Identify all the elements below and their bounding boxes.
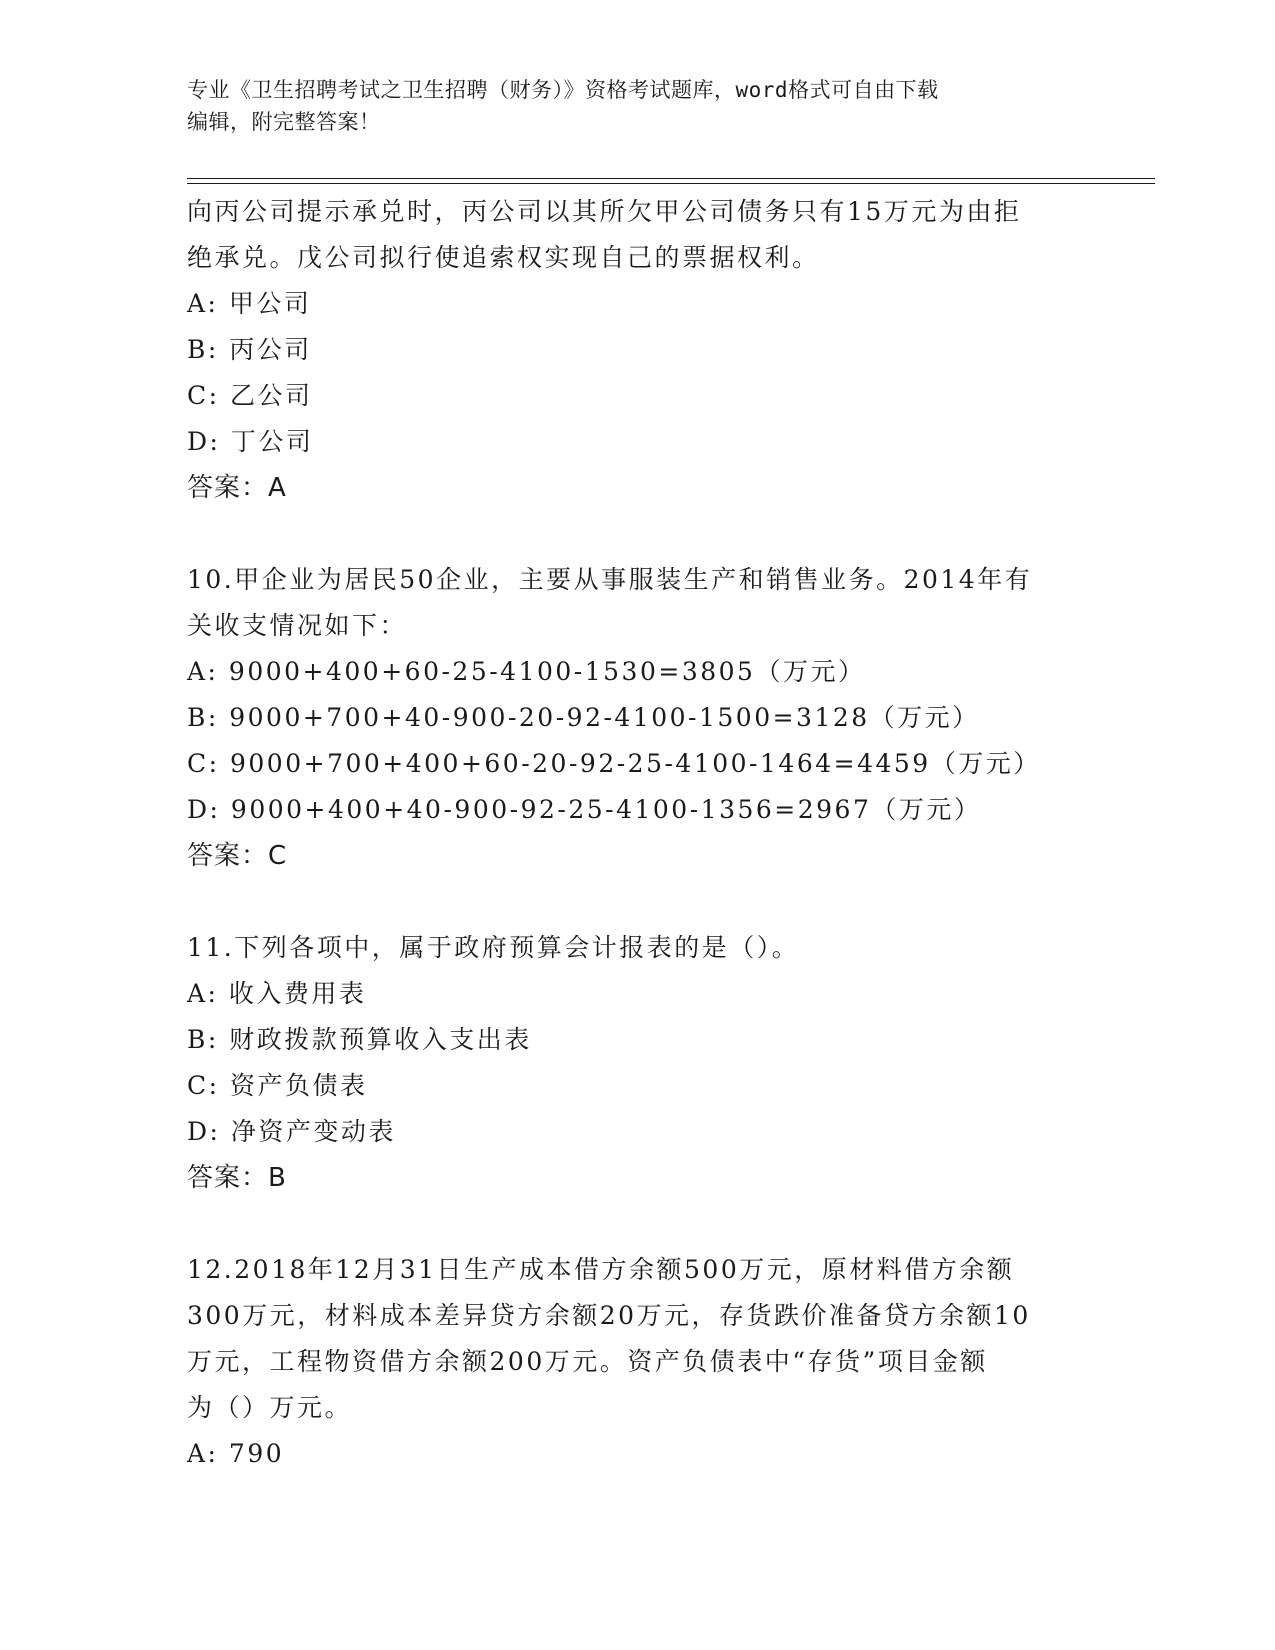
question-12 [187, 1247, 1087, 1477]
question-stem: 300万元，材料成本差异贷方余额20万元，存货跌价准备贷方余额10 [187, 1301, 1031, 1330]
question-stem: 10.甲企业为居民50企业，主要从事服装生产和销售业务。2014年有 [187, 565, 1033, 594]
question-stem: 12.2018年12月31日生产成本借方余额500万元，原材料借方余额 [187, 1255, 1015, 1284]
spacer [187, 511, 1087, 557]
question-stem: 万元，工程物资借方余额200万元。资产负债表中“存货”项目金额 [187, 1347, 988, 1376]
option-b: B: 丙公司 [187, 335, 312, 364]
option-a: A: 9000+400+60-25-4100-1530=3805（万元） [187, 657, 866, 686]
option-d: D: 丁公司 [187, 427, 314, 456]
option-a: A: 甲公司 [187, 289, 312, 318]
option-b: B: 9000+700+40-900-20-92-4100-1500=3128（万元） [187, 703, 980, 732]
header-divider-top [187, 178, 1155, 179]
option-d: D: 净资产变动表 [187, 1117, 396, 1146]
spacer [187, 879, 1087, 925]
question-11 [187, 925, 1087, 1201]
spacer [187, 1201, 1087, 1247]
option-c: C: 9000+700+400+60-20-92-25-4100-1464=4459（万元） [187, 749, 1041, 778]
question-stem: 关收支情况如下： [187, 611, 408, 640]
question-stem: 为（）万元。 [187, 1393, 353, 1422]
question-list [187, 189, 1087, 1477]
answer-label: 答案：A [187, 473, 287, 503]
header-line-2: 编辑，附完整答案！ [187, 110, 381, 134]
question-10 [187, 557, 1087, 879]
header-divider-bottom [187, 183, 1155, 184]
option-c: C: 资产负债表 [187, 1071, 368, 1100]
question-9 [187, 189, 1087, 511]
question-stem: 11.下列各项中，属于政府预算会计报表的是（）。 [187, 933, 800, 962]
option-d: D: 9000+400+40-900-92-25-4100-1356=2967（万元） [187, 795, 982, 824]
answer-label: 答案：C [187, 841, 288, 871]
question-stem: 向丙公司提示承兑时，丙公司以其所欠甲公司债务只有15万元为由拒 [187, 197, 1022, 226]
option-a: A: 790 [187, 1439, 285, 1468]
option-b: B: 财政拨款预算收入支出表 [187, 1025, 532, 1054]
document-header [187, 74, 1087, 138]
header-line-1: 专业《卫生招聘考试之卫生招聘（财务）》资格考试题库，word格式可自由下载 [187, 78, 939, 102]
option-a: A: 收入费用表 [187, 979, 367, 1008]
answer-label: 答案：B [187, 1163, 287, 1193]
option-c: C: 乙公司 [187, 381, 313, 410]
question-stem: 绝承兑。戊公司拟行使追索权实现自己的票据权利。 [187, 243, 820, 272]
